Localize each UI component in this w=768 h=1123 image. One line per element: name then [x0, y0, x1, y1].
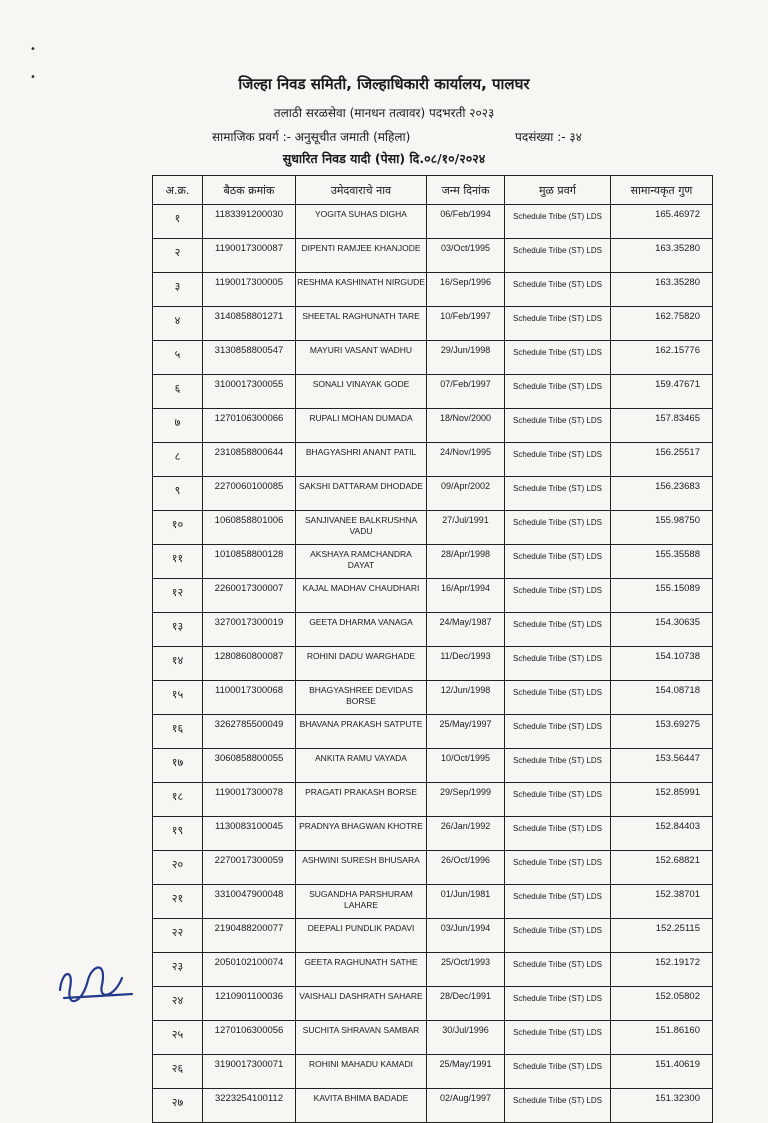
category-cell: Schedule Tribe (ST) LDS — [505, 477, 611, 511]
category-cell: Schedule Tribe (ST) LDS — [505, 647, 611, 681]
category-cell: Schedule Tribe (ST) LDS — [505, 205, 611, 239]
serial-cell: २० — [153, 851, 203, 885]
seat-number-cell: 3262785500049 — [203, 715, 296, 749]
candidate-name-cell: KAJAL MADHAV CHAUDHARI — [296, 579, 427, 613]
candidate-name-cell: SANJIVANEE BALKRUSHNA VADU — [296, 511, 427, 545]
table-row — [153, 579, 713, 613]
candidate-name-cell: GEETA DHARMA VANAGA — [296, 613, 427, 647]
candidate-name-cell: RESHMA KASHINATH NIRGUDE — [296, 273, 427, 307]
seat-number-cell: 2270017300059 — [203, 851, 296, 885]
table-row — [153, 613, 713, 647]
table-row — [153, 851, 713, 885]
score-cell: 163.35280 — [611, 273, 713, 307]
serial-cell: ८ — [153, 443, 203, 477]
table-row — [153, 749, 713, 783]
seat-number-cell: 3140858801271 — [203, 307, 296, 341]
col-candidate-name: उमेदवाराचे नाव — [296, 176, 427, 205]
score-cell: 152.19172 — [611, 953, 713, 987]
table-row — [153, 953, 713, 987]
table-row — [153, 1055, 713, 1089]
candidate-name-cell: BHAGYASHREE DEVIDAS BORSE — [296, 681, 427, 715]
score-cell: 155.15089 — [611, 579, 713, 613]
table-row — [153, 647, 713, 681]
candidate-name-cell: SONALI VINAYAK GODE — [296, 375, 427, 409]
score-cell: 152.84403 — [611, 817, 713, 851]
dob-cell: 24/Nov/1995 — [427, 443, 505, 477]
dob-cell: 27/Jul/1991 — [427, 511, 505, 545]
serial-cell: २३ — [153, 953, 203, 987]
category-cell: Schedule Tribe (ST) LDS — [505, 1089, 611, 1123]
table-row — [153, 681, 713, 715]
seat-number-cell: 3270017300019 — [203, 613, 296, 647]
serial-cell: २१ — [153, 885, 203, 919]
table-row — [153, 885, 713, 919]
score-cell: 154.08718 — [611, 681, 713, 715]
margin-marks: • • — [30, 44, 36, 83]
category-cell: Schedule Tribe (ST) LDS — [505, 919, 611, 953]
seat-number-cell: 3130858800547 — [203, 341, 296, 375]
candidate-name-cell: SUCHITA SHRAVAN SAMBAR — [296, 1021, 427, 1055]
candidate-name-cell: KAVITA BHIMA BADADE — [296, 1089, 427, 1123]
score-cell: 152.05802 — [611, 987, 713, 1021]
seat-number-cell: 2270060100085 — [203, 477, 296, 511]
serial-cell: ४ — [153, 307, 203, 341]
seat-number-cell: 1190017300078 — [203, 783, 296, 817]
seat-number-cell: 1270106300066 — [203, 409, 296, 443]
seat-number-cell: 3100017300055 — [203, 375, 296, 409]
table-row — [153, 443, 713, 477]
table-row — [153, 375, 713, 409]
score-cell: 154.30635 — [611, 613, 713, 647]
category-label: सामाजिक प्रवर्ग :- अनुसूचीत जमाती (महिला) — [212, 130, 411, 144]
score-cell: 152.25115 — [611, 919, 713, 953]
candidate-name-cell: DIPENTI RAMJEE KHANJODE — [296, 239, 427, 273]
category-cell: Schedule Tribe (ST) LDS — [505, 443, 611, 477]
candidate-name-cell: AKSHAYA RAMCHANDRA DAYAT — [296, 545, 427, 579]
score-cell: 152.85991 — [611, 783, 713, 817]
serial-cell: १७ — [153, 749, 203, 783]
serial-cell: ३ — [153, 273, 203, 307]
table-row — [153, 205, 713, 239]
score-cell: 165.46972 — [611, 205, 713, 239]
table-row — [153, 783, 713, 817]
category-cell: Schedule Tribe (ST) LDS — [505, 749, 611, 783]
table-row — [153, 409, 713, 443]
serial-cell: २ — [153, 239, 203, 273]
seat-number-cell: 1183391200030 — [203, 205, 296, 239]
score-cell: 157.83465 — [611, 409, 713, 443]
seat-number-cell: 3190017300071 — [203, 1055, 296, 1089]
candidate-name-cell: ASHWINI SURESH BHUSARA — [296, 851, 427, 885]
list-title: सुधारित निवड यादी (पेसा) दि.०८/१०/२०२४ — [282, 151, 486, 166]
dob-cell: 10/Oct/1995 — [427, 749, 505, 783]
signature-image — [52, 950, 142, 1010]
category-cell: Schedule Tribe (ST) LDS — [505, 409, 611, 443]
table-row — [153, 545, 713, 579]
seat-number-cell: 1010858800128 — [203, 545, 296, 579]
dob-cell: 09/Apr/2002 — [427, 477, 505, 511]
candidate-name-cell: VAISHALI DASHRATH SAHARE — [296, 987, 427, 1021]
score-cell: 151.32300 — [611, 1089, 713, 1123]
seat-number-cell: 3060858800055 — [203, 749, 296, 783]
serial-cell: ११ — [153, 545, 203, 579]
seat-number-cell: 3223254100112 — [203, 1089, 296, 1123]
table-row — [153, 1089, 713, 1123]
dob-cell: 28/Apr/1998 — [427, 545, 505, 579]
category-cell: Schedule Tribe (ST) LDS — [505, 1021, 611, 1055]
seat-number-cell: 1100017300068 — [203, 681, 296, 715]
dob-cell: 11/Dec/1993 — [427, 647, 505, 681]
serial-cell: २५ — [153, 1021, 203, 1055]
category-cell: Schedule Tribe (ST) LDS — [505, 545, 611, 579]
dob-cell: 25/Oct/1993 — [427, 953, 505, 987]
candidate-name-cell: DEEPALI PUNDLIK PADAVI — [296, 919, 427, 953]
serial-cell: १० — [153, 511, 203, 545]
dob-cell: 29/Sep/1999 — [427, 783, 505, 817]
category-cell: Schedule Tribe (ST) LDS — [505, 239, 611, 273]
selection-table — [152, 175, 713, 1123]
dob-cell: 03/Oct/1995 — [427, 239, 505, 273]
candidate-name-cell: MAYURI VASANT WADHU — [296, 341, 427, 375]
score-cell: 151.86160 — [611, 1021, 713, 1055]
posts-count: पदसंख्या :- ३४ — [515, 130, 582, 144]
score-cell: 159.47671 — [611, 375, 713, 409]
col-dob: जन्म दिनांक — [427, 176, 505, 205]
seat-number-cell: 2190488200077 — [203, 919, 296, 953]
seat-number-cell: 1190017300087 — [203, 239, 296, 273]
score-cell: 163.35280 — [611, 239, 713, 273]
candidate-name-cell: GEETA RAGHUNATH SATHE — [296, 953, 427, 987]
category-cell: Schedule Tribe (ST) LDS — [505, 681, 611, 715]
category-cell: Schedule Tribe (ST) LDS — [505, 987, 611, 1021]
score-cell: 153.56447 — [611, 749, 713, 783]
dob-cell: 30/Jul/1996 — [427, 1021, 505, 1055]
serial-cell: ७ — [153, 409, 203, 443]
candidate-name-cell: PRAGATI PRAKASH BORSE — [296, 783, 427, 817]
dob-cell: 26/Oct/1996 — [427, 851, 505, 885]
seat-number-cell: 1270106300056 — [203, 1021, 296, 1055]
candidate-name-cell: SHEETAL RAGHUNATH TARE — [296, 307, 427, 341]
category-cell: Schedule Tribe (ST) LDS — [505, 307, 611, 341]
score-cell: 151.40619 — [611, 1055, 713, 1089]
category-cell: Schedule Tribe (ST) LDS — [505, 953, 611, 987]
serial-cell: १४ — [153, 647, 203, 681]
candidate-name-cell: SUGANDHA PARSHURAM LAHARE — [296, 885, 427, 919]
office-title: जिल्हा निवड समिती, जिल्हाधिकारी कार्यालय, पालघर — [238, 75, 530, 93]
category-cell: Schedule Tribe (ST) LDS — [505, 375, 611, 409]
candidate-name-cell: BHAVANA PRAKASH SATPUTE — [296, 715, 427, 749]
recruitment-title: तलाठी सरळसेवा (मानधन तत्वावर) पदभरती २०२३ — [273, 106, 495, 120]
dob-cell: 03/Jun/1994 — [427, 919, 505, 953]
seat-number-cell: 1280860800087 — [203, 647, 296, 681]
dob-cell: 25/May/1997 — [427, 715, 505, 749]
dob-cell: 12/Jun/1998 — [427, 681, 505, 715]
score-cell: 156.23683 — [611, 477, 713, 511]
category-cell: Schedule Tribe (ST) LDS — [505, 613, 611, 647]
dob-cell: 29/Jun/1998 — [427, 341, 505, 375]
category-cell: Schedule Tribe (ST) LDS — [505, 715, 611, 749]
dob-cell: 16/Sep/1996 — [427, 273, 505, 307]
dob-cell: 07/Feb/1997 — [427, 375, 505, 409]
dob-cell: 01/Jun/1981 — [427, 885, 505, 919]
seat-number-cell: 2310858800644 — [203, 443, 296, 477]
table-header-row — [153, 176, 713, 205]
serial-cell: ५ — [153, 341, 203, 375]
candidate-name-cell: RUPALI MOHAN DUMADA — [296, 409, 427, 443]
seat-number-cell: 1060858801006 — [203, 511, 296, 545]
table-row — [153, 341, 713, 375]
table-row — [153, 919, 713, 953]
table-row — [153, 987, 713, 1021]
col-serial: अ.क्र. — [153, 176, 203, 205]
serial-cell: १२ — [153, 579, 203, 613]
category-cell: Schedule Tribe (ST) LDS — [505, 783, 611, 817]
score-cell: 156.25517 — [611, 443, 713, 477]
dob-cell: 16/Apr/1994 — [427, 579, 505, 613]
seat-number-cell: 1210901100036 — [203, 987, 296, 1021]
serial-cell: १६ — [153, 715, 203, 749]
candidate-name-cell: ROHINI MAHADU KAMADI — [296, 1055, 427, 1089]
category-cell: Schedule Tribe (ST) LDS — [505, 273, 611, 307]
score-cell: 155.35588 — [611, 545, 713, 579]
col-seat-number: बैठक क्रमांक — [203, 176, 296, 205]
serial-cell: ९ — [153, 477, 203, 511]
score-cell: 162.75820 — [611, 307, 713, 341]
dob-cell: 02/Aug/1997 — [427, 1089, 505, 1123]
serial-cell: १ — [153, 205, 203, 239]
serial-cell: २६ — [153, 1055, 203, 1089]
score-cell: 154.10738 — [611, 647, 713, 681]
seat-number-cell: 2260017300007 — [203, 579, 296, 613]
table-row — [153, 307, 713, 341]
serial-cell: १८ — [153, 783, 203, 817]
col-score: सामान्यकृत गुण — [611, 176, 713, 205]
dob-cell: 24/May/1987 — [427, 613, 505, 647]
category-cell: Schedule Tribe (ST) LDS — [505, 885, 611, 919]
score-cell: 155.98750 — [611, 511, 713, 545]
dob-cell: 10/Feb/1997 — [427, 307, 505, 341]
table-row — [153, 239, 713, 273]
serial-cell: ६ — [153, 375, 203, 409]
table-row — [153, 817, 713, 851]
serial-cell: २२ — [153, 919, 203, 953]
score-cell: 153.69275 — [611, 715, 713, 749]
category-cell: Schedule Tribe (ST) LDS — [505, 851, 611, 885]
serial-cell: १९ — [153, 817, 203, 851]
serial-cell: २७ — [153, 1089, 203, 1123]
dob-cell: 28/Dec/1991 — [427, 987, 505, 1021]
col-category: मुळ प्रवर्ग — [505, 176, 611, 205]
score-cell: 162.15776 — [611, 341, 713, 375]
category-cell: Schedule Tribe (ST) LDS — [505, 579, 611, 613]
serial-cell: २४ — [153, 987, 203, 1021]
seat-number-cell: 3310047900048 — [203, 885, 296, 919]
table-row — [153, 511, 713, 545]
category-cell: Schedule Tribe (ST) LDS — [505, 1055, 611, 1089]
dob-cell: 18/Nov/2000 — [427, 409, 505, 443]
candidate-name-cell: ANKITA RAMU VAYADA — [296, 749, 427, 783]
candidate-name-cell: SAKSHI DATTARAM DHODADE — [296, 477, 427, 511]
seat-number-cell: 1130083100045 — [203, 817, 296, 851]
dob-cell: 25/May/1991 — [427, 1055, 505, 1089]
category-cell: Schedule Tribe (ST) LDS — [505, 341, 611, 375]
score-cell: 152.38701 — [611, 885, 713, 919]
candidate-name-cell: ROHINI DADU WARGHADE — [296, 647, 427, 681]
table-row — [153, 1021, 713, 1055]
seat-number-cell: 1190017300005 — [203, 273, 296, 307]
seat-number-cell: 2050102100074 — [203, 953, 296, 987]
candidate-name-cell: PRADNYA BHAGWAN KHOTRE — [296, 817, 427, 851]
table-row — [153, 273, 713, 307]
category-cell: Schedule Tribe (ST) LDS — [505, 511, 611, 545]
serial-cell: १३ — [153, 613, 203, 647]
dob-cell: 26/Jan/1992 — [427, 817, 505, 851]
candidate-name-cell: YOGITA SUHAS DIGHA — [296, 205, 427, 239]
category-cell: Schedule Tribe (ST) LDS — [505, 817, 611, 851]
score-cell: 152.68821 — [611, 851, 713, 885]
table-row — [153, 715, 713, 749]
table-row — [153, 477, 713, 511]
serial-cell: १५ — [153, 681, 203, 715]
candidate-name-cell: BHAGYASHRI ANANT PATIL — [296, 443, 427, 477]
dob-cell: 06/Feb/1994 — [427, 205, 505, 239]
